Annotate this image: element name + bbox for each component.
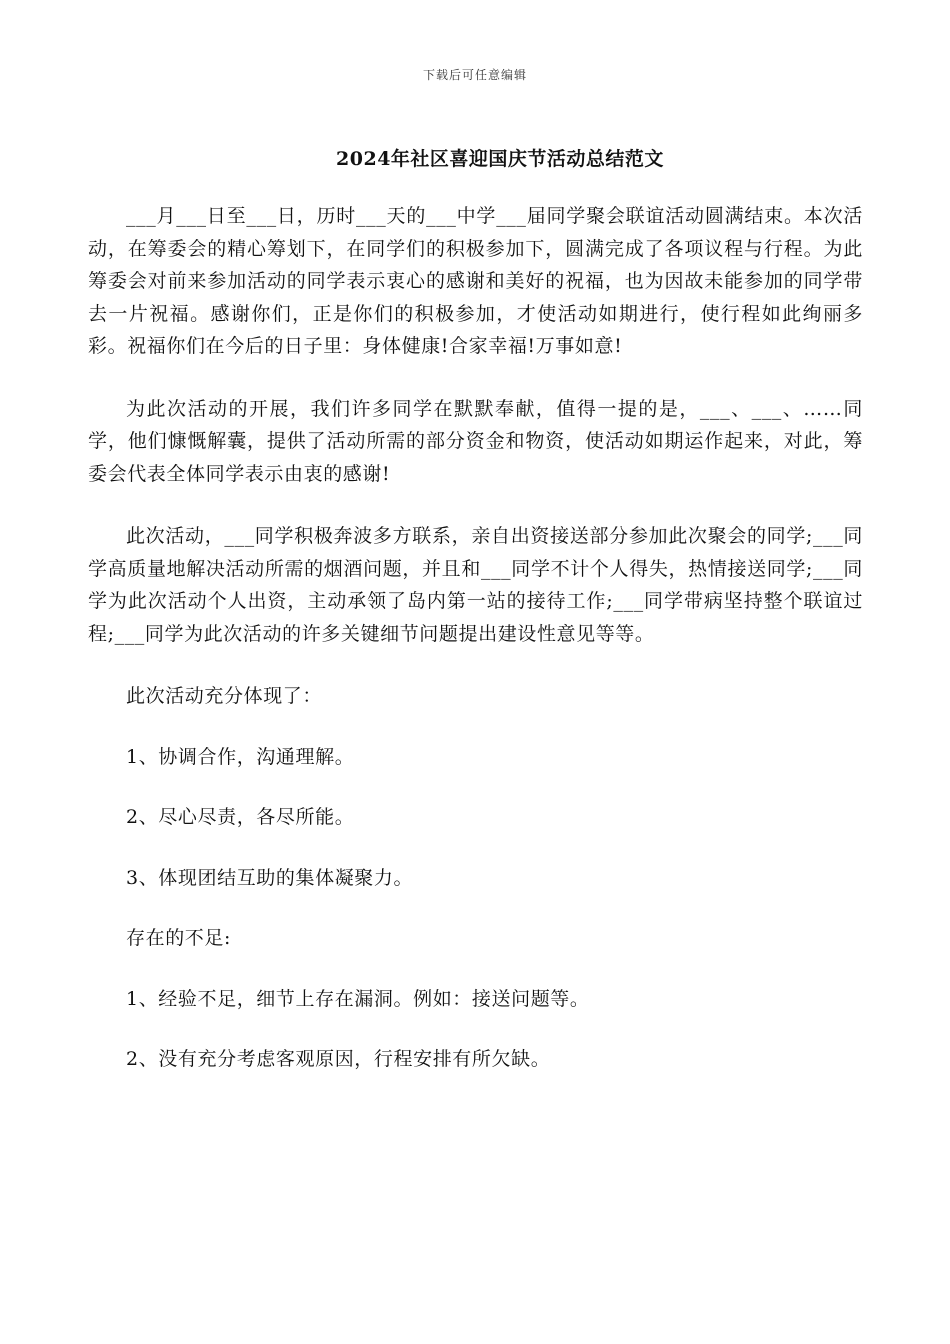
paragraph-reflection-heading: 此次活动充分体现了： bbox=[126, 685, 323, 707]
header-note: 下载后可任意编辑 bbox=[422, 68, 527, 82]
document-body bbox=[88, 200, 863, 1104]
list-item-reflection-1: 1、协调合作，沟通理解。 bbox=[126, 745, 355, 768]
paragraph-thanks-donors: 为此次活动的开展，我们许多同学在默默奉献，值得一提的是，___、___、……同学，他们慷慨解囊，提供了活动所需的部分资金和物资，使活动如期运作起来，对此，筹委会代表全体同学表示由衷的感谢! bbox=[88, 397, 863, 485]
list-item-shortcoming-1: 1、经验不足，细节上存在漏洞。例如：接送问题等。 bbox=[126, 987, 590, 1010]
paragraph-contributions: 此次活动，___同学积极奔波多方联系，亲自出资接送部分参加此次聚会的同学;___同学高质量地解决活动所需的烟酒问题，并且和___同学不计个人得失，热情接送同学;___同学为此次活动个人出资，主动承领了岛内第一站的接待工作;___同学带病坚持整个联谊过程;___同学为此次活动的许多关键细节问题提出建设性意见等等。 bbox=[88, 525, 863, 645]
list-item-shortcoming-2: 2、没有充分考虑客观原因，行程安排有所欠缺。 bbox=[126, 1048, 551, 1070]
paragraph-shortcomings-heading: 存在的不足: bbox=[126, 927, 232, 949]
list-item-reflection-3: 3、体现团结互助的集体凝聚力。 bbox=[126, 866, 414, 889]
list-item-reflection-2: 2、尽心尽责，各尽所能。 bbox=[126, 806, 355, 828]
document-title: 2024年社区喜迎国庆节活动总结范文 bbox=[336, 148, 664, 170]
paragraph-intro: ___月___日至___日，历时___天的___中学___届同学聚会联谊活动圆满结束。本次活动，在筹委会的精心筹划下，在同学们的积极参加下，圆满完成了各项议程与行程。为此筹委会对前来参加活动的同学表示衷心的感谢和美好的祝福，也为因故未能参加的同学带去一片祝福。感谢你们，正是你们的积极参加，才使活动如期进行，使行程如此绚丽多彩。祝福你们在今后的日子里：身体健康!合家幸福!万事如意! bbox=[88, 205, 863, 357]
